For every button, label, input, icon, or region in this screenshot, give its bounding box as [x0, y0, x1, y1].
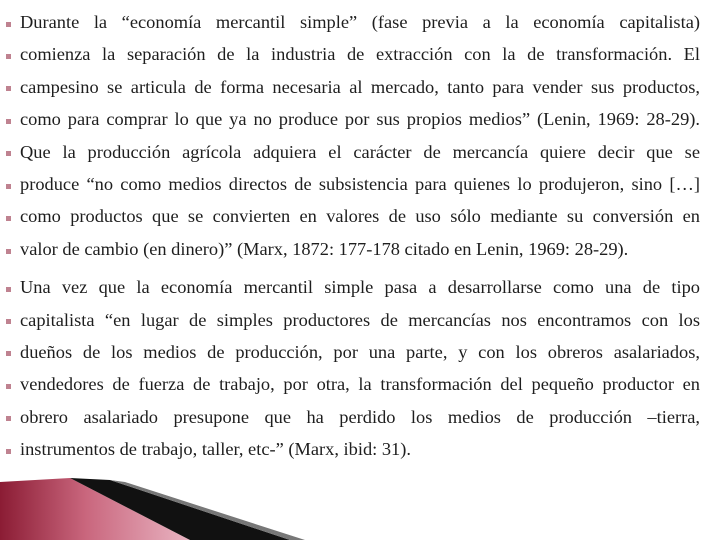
paragraph-2	[18, 271, 700, 465]
text-line: instrumentos de trabajo, taller, etc-” (Marx, ibid: 31).	[20, 439, 411, 460]
text-line: valor de cambio (en dinero)” (Marx, 1872: 177-178 citado en Lenin, 1969: 28-29).	[20, 238, 629, 259]
text-line: capitalista “en lugar de simples productores de mercancías nos encontramos con los	[20, 309, 700, 330]
text-line: Durante la “economía mercantil simple” (fase previa a la economía capitalista)	[20, 12, 700, 32]
decorative-footer-stripe	[0, 470, 720, 540]
bullet-marker	[6, 184, 11, 189]
bullet-marker	[6, 151, 11, 156]
text-line: como para comprar lo que ya no produce por sus propios medios” (Lenin, 1969: 28-29).	[20, 109, 700, 130]
bullet-marker	[6, 22, 11, 27]
text-line: comienza la separación de la industria de extracción con la de transformación. El	[20, 44, 700, 65]
bullet-marker	[6, 449, 11, 454]
bullet-marker	[6, 384, 11, 389]
quote-text-block	[18, 6, 700, 466]
text-line: campesino se articula de forma necesaria al mercado, tanto para vender sus productos,	[20, 76, 700, 97]
text-line: dueños de los medios de producción, por una parte, y con los obreros asalariados,	[20, 342, 700, 363]
bullet-marker	[6, 287, 11, 292]
text-line: obrero asalariado presupone que ha perdido los medios de producción –tierra,	[20, 406, 700, 427]
text-line: produce “no como medios directos de subsistencia para quienes lo produjeron, sino […]	[20, 174, 700, 195]
bullet-marker	[6, 54, 11, 59]
bullet-marker	[6, 216, 11, 221]
bullet-marker	[6, 319, 11, 324]
text-line: como productos que se convierten en valores de uso sólo mediante su conversión en	[20, 206, 700, 227]
bullet-marker	[6, 351, 11, 356]
text-line: vendedores de fuerza de trabajo, por otra, la transformación del pequeño productor en	[20, 374, 700, 395]
bullet-marker	[6, 249, 11, 254]
bullet-marker	[6, 416, 11, 421]
text-line: Que la producción agrícola adquiera el carácter de mercancía quiere decir que se	[20, 141, 700, 162]
bullet-marker	[6, 119, 11, 124]
bullet-marker	[6, 86, 11, 91]
text-line: Una vez que la economía mercantil simple pasa a desarrollarse como una de tipo	[20, 277, 700, 298]
paragraph-1	[18, 6, 700, 265]
